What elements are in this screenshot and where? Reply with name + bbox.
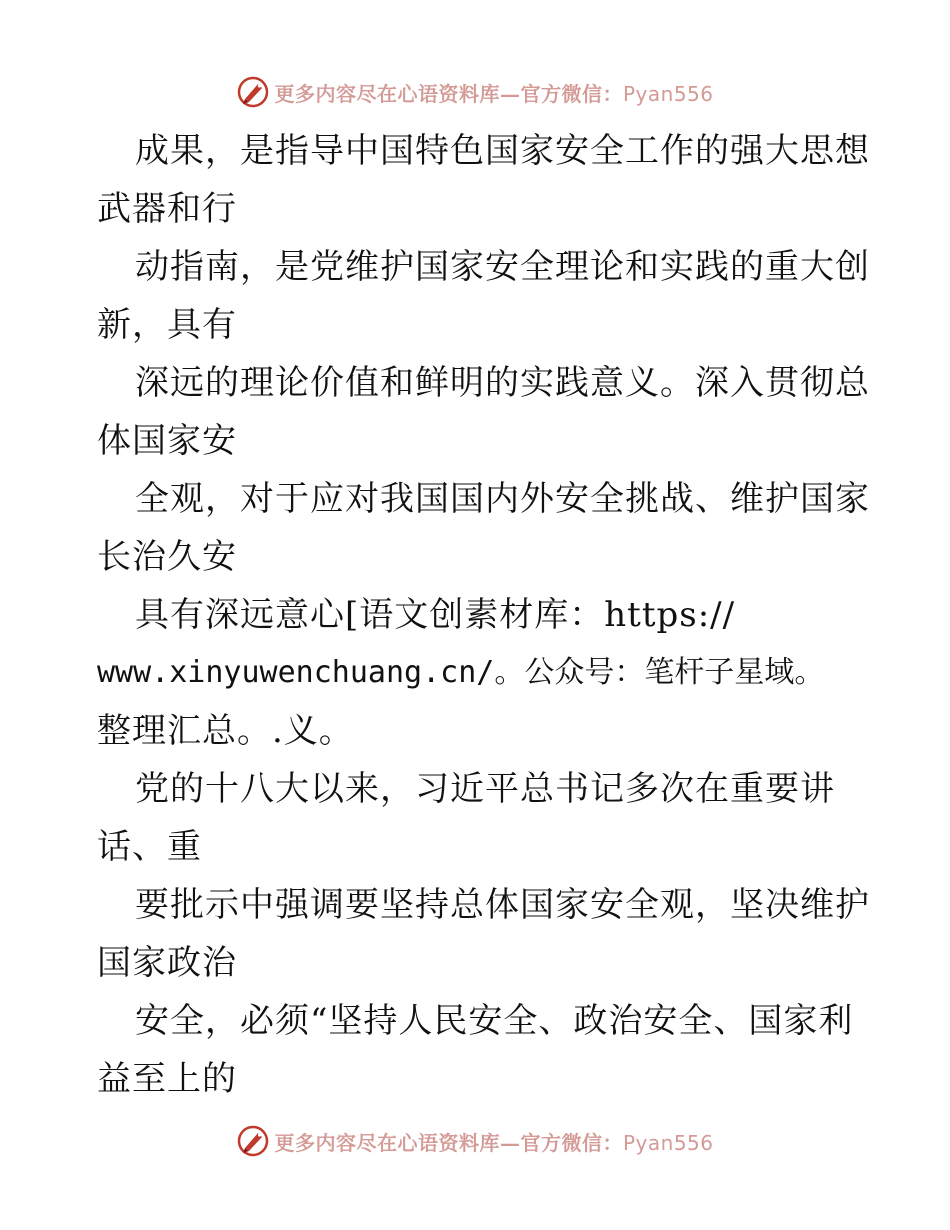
text-line: 党的十八大以来，习近平总书记多次在重要讲 [135, 769, 835, 809]
text-line: 长治久安 [97, 537, 237, 577]
header-watermark-text [274, 78, 713, 107]
pen-logo-icon [236, 75, 270, 109]
header-banner-label: 更多内容尽在心语资料库—官方微信： [274, 81, 623, 106]
header-watermark-banner [0, 72, 950, 112]
text-line: 益至上的 [97, 1059, 237, 1099]
footer-banner-label: 更多内容尽在心语资料库—官方微信： [274, 1130, 623, 1155]
text-line: 话、重 [97, 827, 202, 867]
header-wechat-handle: Pyan556 [622, 81, 714, 106]
footer-watermark-banner [0, 1121, 950, 1161]
footer-wechat-handle: Pyan556 [622, 1130, 714, 1155]
text-line: 具有深远意心[语文创素材库：https:// [135, 595, 736, 635]
text-line-url: www.xinyuwenchuang.cn/。公众号：笔杆子星域。 [97, 655, 825, 690]
text-line: 武器和行 [97, 189, 237, 229]
text-line: 深远的理论价值和鲜明的实践意义。深入贯彻总 [135, 363, 870, 403]
text-line: 新，具有 [97, 305, 237, 345]
text-line: 国家政治 [97, 943, 237, 983]
document-body [97, 122, 870, 1108]
pen-logo-icon [236, 1124, 270, 1158]
text-line: 全观，对于应对我国国内外安全挑战、维护国家 [135, 479, 870, 519]
text-line: 要批示中强调要坚持总体国家安全观，坚决维护 [135, 885, 870, 925]
text-line: 成果，是指导中国特色国家安全工作的强大思想 [135, 131, 870, 171]
text-line: 体国家安 [97, 421, 237, 461]
text-line: 整理汇总。.义。 [97, 711, 354, 751]
footer-watermark-text [274, 1127, 713, 1156]
text-line: 动指南，是党维护国家安全理论和实践的重大创 [135, 247, 870, 287]
text-line: 安全，必须“坚持人民安全、政治安全、国家利 [135, 1001, 854, 1041]
